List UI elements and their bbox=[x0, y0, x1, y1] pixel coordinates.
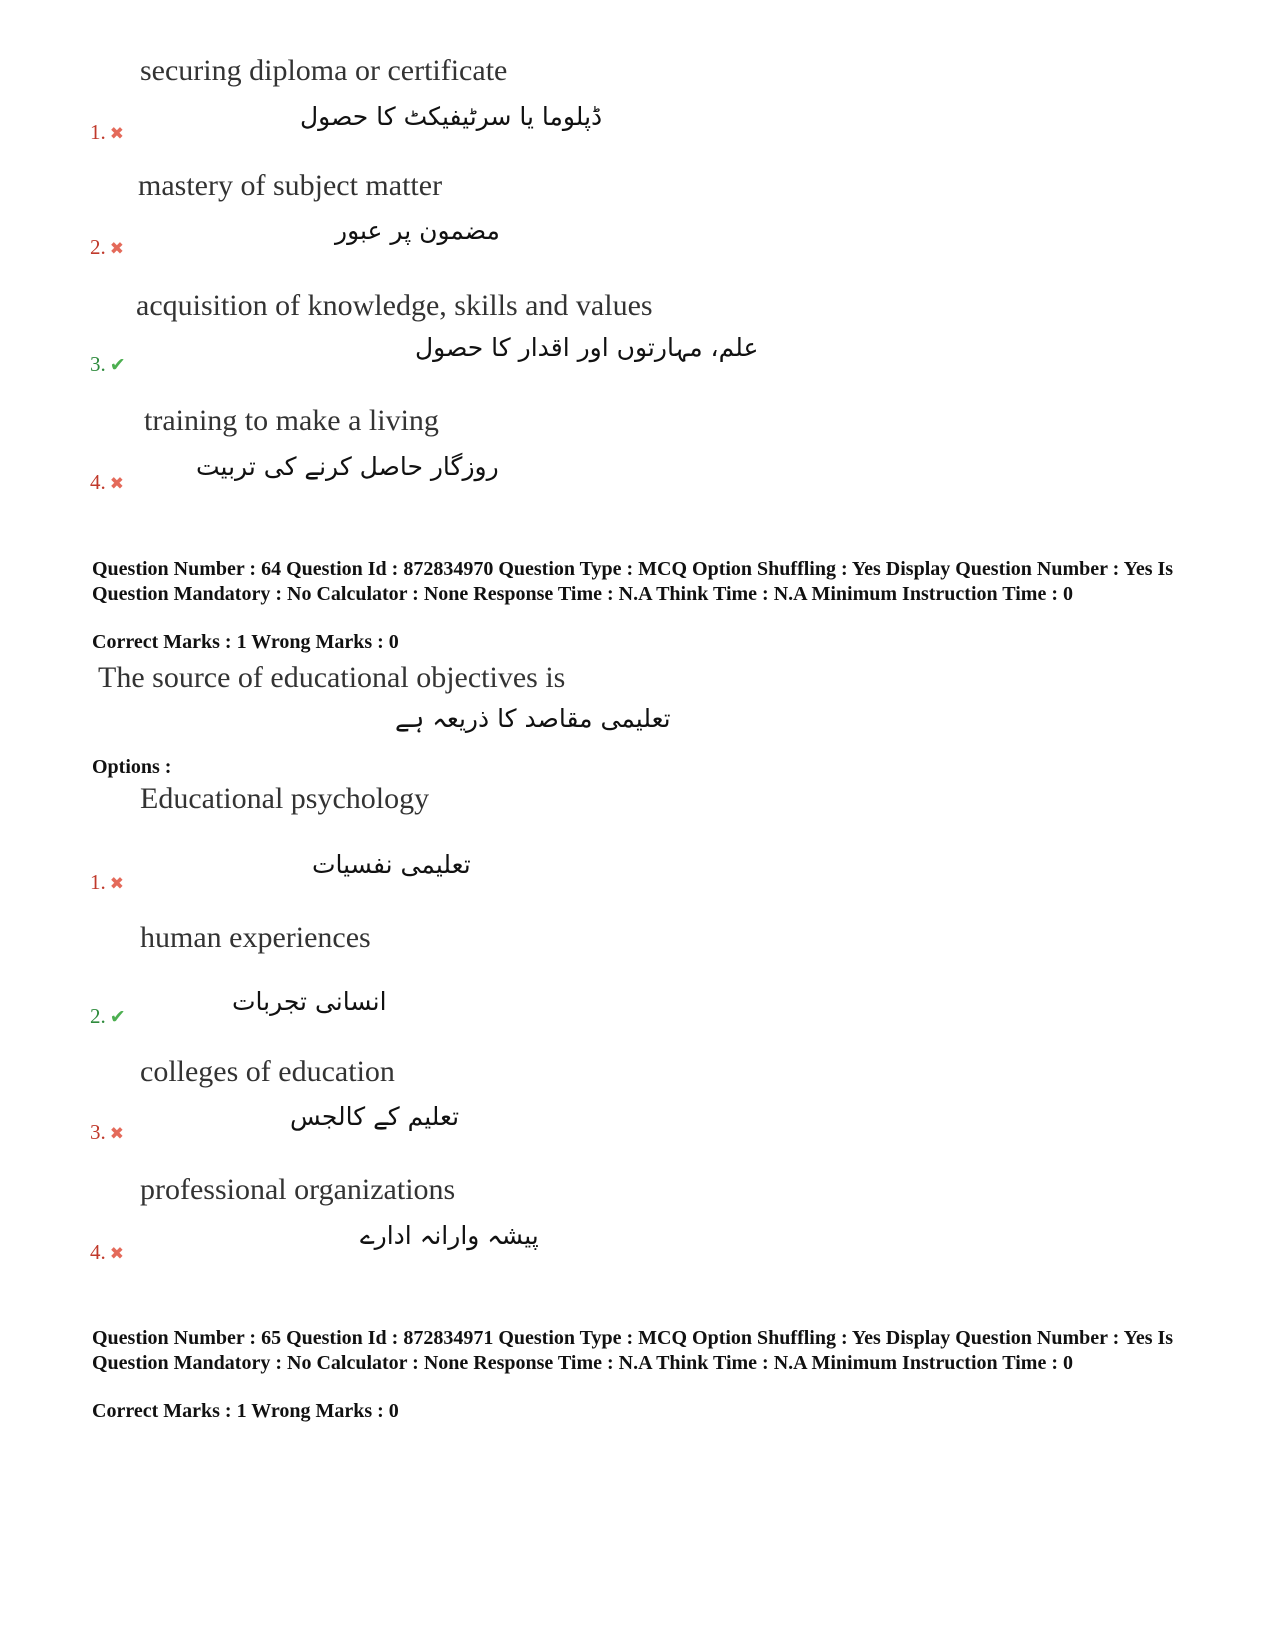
question-text-en: The source of educational objectives is bbox=[98, 661, 566, 694]
option-text-en: human experiences bbox=[140, 921, 371, 954]
option-text-ur: تعلیمی نفسیات bbox=[312, 850, 471, 879]
option-number: 4. bbox=[90, 1240, 106, 1264]
option-text-ur: پیشہ وارانہ ادارے bbox=[360, 1221, 539, 1250]
cross-icon: ✖ bbox=[109, 124, 124, 143]
option-number: 3. bbox=[90, 1120, 106, 1144]
option-text-ur: روزگار حاصل کرنے کی تربیت bbox=[196, 452, 499, 481]
marks-line: Correct Marks : 1 Wrong Marks : 0 bbox=[92, 631, 399, 653]
option-number: 2. bbox=[90, 235, 106, 259]
cross-icon: ✖ bbox=[109, 1244, 124, 1263]
option-text-en: Educational psychology bbox=[140, 782, 430, 815]
check-icon: ✔ bbox=[109, 355, 126, 376]
cross-icon: ✖ bbox=[109, 874, 124, 893]
option-text-ur: مضمون پر عبور bbox=[335, 216, 500, 245]
option-text-en: training to make a living bbox=[144, 404, 439, 437]
options-label: Options : bbox=[92, 756, 172, 778]
option-number: 4. bbox=[90, 470, 106, 494]
option-text-ur: انسانی تجربات bbox=[232, 987, 387, 1016]
option-text-en: securing diploma or certificate bbox=[140, 54, 508, 87]
cross-icon: ✖ bbox=[109, 1124, 124, 1143]
option-text-en: acquisition of knowledge, skills and values bbox=[136, 289, 653, 322]
option-text-ur: ڈپلوما یا سرٹیفیکٹ کا حصول bbox=[300, 102, 603, 131]
option-text-ur: تعلیم کے کالجس bbox=[290, 1102, 460, 1131]
option-number: 3. bbox=[90, 352, 106, 376]
question-meta: Question Number : 65 Question Id : 872834971 Question Type : MCQ Option Shuffling : Yes Display Question Number : Yes Is Question Mandatory : No Calculator : None Response Time : N.A Think Time : N.A Minimum Instruction Time : 0 bbox=[92, 1327, 1174, 1374]
option-text-en: mastery of subject matter bbox=[138, 169, 443, 202]
option-number: 2. bbox=[90, 1004, 106, 1028]
check-icon: ✔ bbox=[109, 1007, 126, 1028]
question-meta: Question Number : 64 Question Id : 872834970 Question Type : MCQ Option Shuffling : Yes Display Question Number : Yes Is Question Mandatory : No Calculator : None Response Time : N.A Think Time : N.A Minimum Instruction Time : 0 bbox=[92, 558, 1174, 605]
option-text-en: professional organizations bbox=[140, 1173, 456, 1206]
question-text-ur: تعلیمی مقاصد کا ذریعہ ہے bbox=[395, 704, 671, 733]
option-number: 1. bbox=[90, 120, 106, 144]
cross-icon: ✖ bbox=[109, 474, 124, 493]
marks-line: Correct Marks : 1 Wrong Marks : 0 bbox=[92, 1400, 399, 1422]
option-text-en: colleges of education bbox=[140, 1055, 395, 1088]
cross-icon: ✖ bbox=[109, 239, 124, 258]
option-text-ur: علم، مہارتوں اور اقدار کا حصول bbox=[415, 333, 759, 362]
option-number: 1. bbox=[90, 870, 106, 894]
